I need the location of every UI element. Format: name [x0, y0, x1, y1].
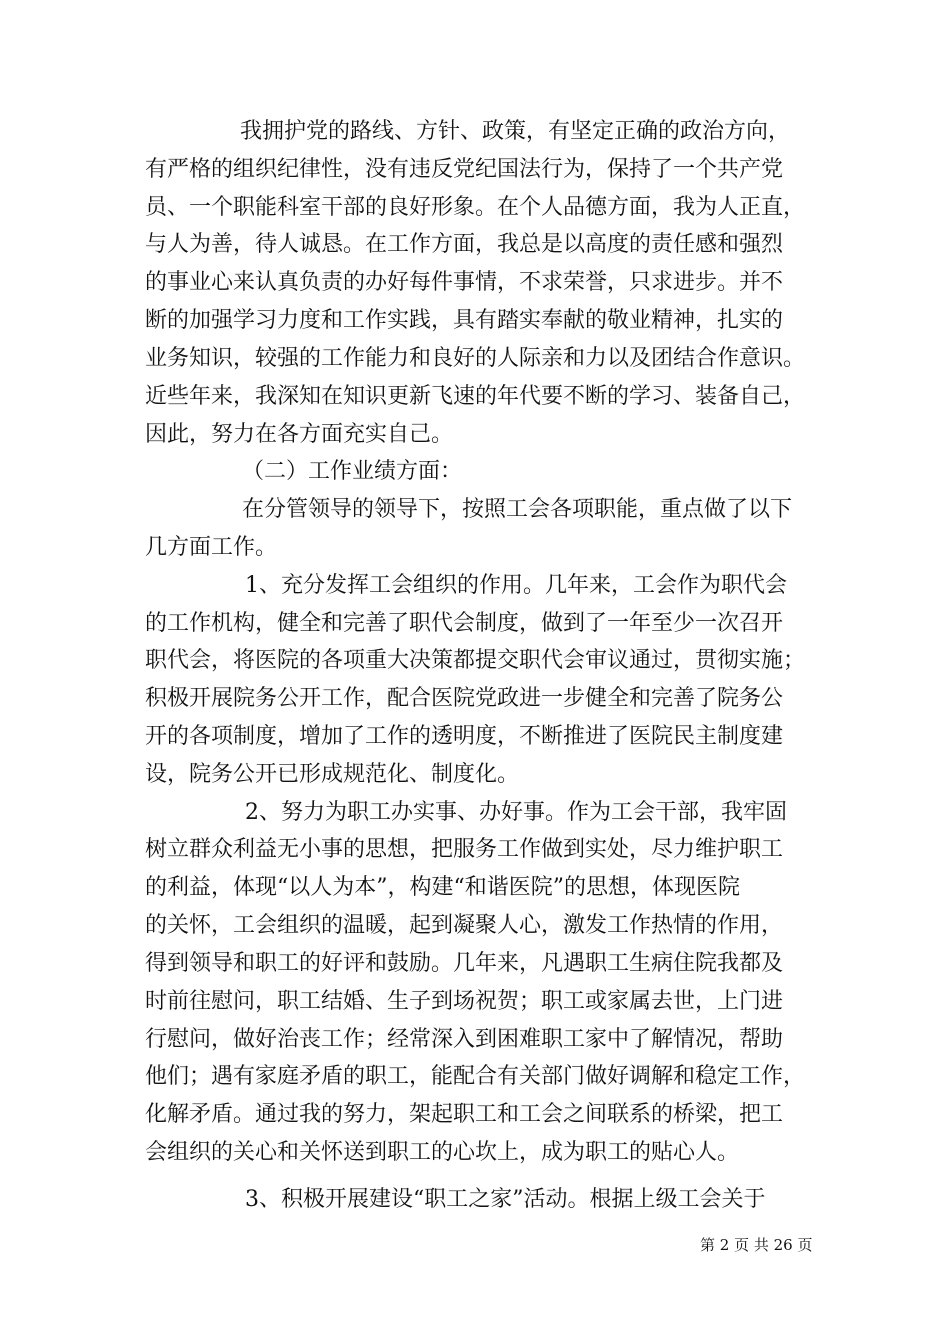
- text-line: 职代会，将医院的各项重大决策都提交职代会审议通过，贯彻实施；: [145, 648, 806, 674]
- text-line: 我拥护党的路线、方针、政策，有坚定正确的政治方向，: [240, 119, 791, 144]
- text-line: 得到领导和职工的好评和鼓励。几年来，凡遇职工生病住院我都及: [145, 950, 784, 976]
- text-line: 近些年来，我深知在知识更新飞速的年代要不断的学习、装备自己，: [145, 383, 806, 409]
- section-heading: （二）工作业绩方面：: [242, 459, 463, 485]
- text-line: 断的加强学习力度和工作实践，具有踏实奉献的敬业精神，扎实的: [145, 308, 784, 334]
- text-line: 积极开展院务公开工作，配合医院党政进一步健全和完善了院务公: [145, 686, 784, 712]
- text-line: 时前往慰问，职工结婚、生子到场祝贺；职工或家属去世，上门进: [145, 988, 784, 1014]
- text-line: 的关怀，工会组织的温暖，起到凝聚人心，激发工作热情的作用，: [145, 913, 784, 939]
- text-line: 的工作机构，健全和完善了职代会制度，做到了一年至少一次召开: [145, 610, 784, 636]
- text-line: 开的各项制度，增加了工作的透明度，不断推进了医院民主制度建: [145, 724, 784, 750]
- text-line: 设，院务公开已形成规范化、制度化。: [145, 761, 520, 787]
- page-footer: 第 2 页 共 26 页: [700, 1236, 813, 1254]
- text-line: 1、充分发挥工会组织的作用。几年来，工会作为职代会: [245, 572, 787, 598]
- text-line: 几方面工作。: [145, 534, 278, 560]
- text-line: 与人为善，待人诚恳。在工作方面，我总是以高度的责任感和强烈: [145, 232, 784, 258]
- text-line: 因此，努力在各方面充实自己。: [145, 421, 454, 447]
- text-line: 在分管领导的领导下，按照工会各项职能，重点做了以下: [242, 497, 793, 523]
- text-line: 有严格的组织纪律性，没有违反党纪国法行为，保持了一个共产党: [145, 156, 784, 182]
- text-line: 业务知识，较强的工作能力和良好的人际亲和力以及团结合作意识。: [145, 345, 806, 371]
- text-line: 树立群众利益无小事的思想，把服务工作做到实处，尽力维护职工: [145, 837, 784, 863]
- text-line: 化解矛盾。通过我的努力，架起职工和工会之间联系的桥梁，把工: [145, 1102, 784, 1128]
- text-line: 的利益，体现“以人为本”，构建“和谐医院”的思想，体现医院: [145, 875, 740, 901]
- text-line: 员、一个职能科室干部的良好形象。在个人品德方面，我为人正直，: [145, 194, 806, 220]
- text-line: 会组织的关心和关怀送到职工的心坎上，成为职工的贴心人。: [145, 1140, 740, 1165]
- text-line: 2、努力为职工办实事、办好事。作为工会干部，我牢固: [245, 799, 787, 825]
- text-line: 他们；遇有家庭矛盾的职工，能配合有关部门做好调解和稳定工作，: [145, 1064, 806, 1090]
- text-line: 的事业心来认真负责的办好每件事情，不求荣誉，只求进步。并不: [145, 270, 784, 296]
- text-line: 行慰问，做好治丧工作；经常深入到困难职工家中了解情况，帮助: [145, 1026, 784, 1052]
- text-line: 3、积极开展建设“职工之家”活动。根据上级工会关于: [245, 1187, 766, 1212]
